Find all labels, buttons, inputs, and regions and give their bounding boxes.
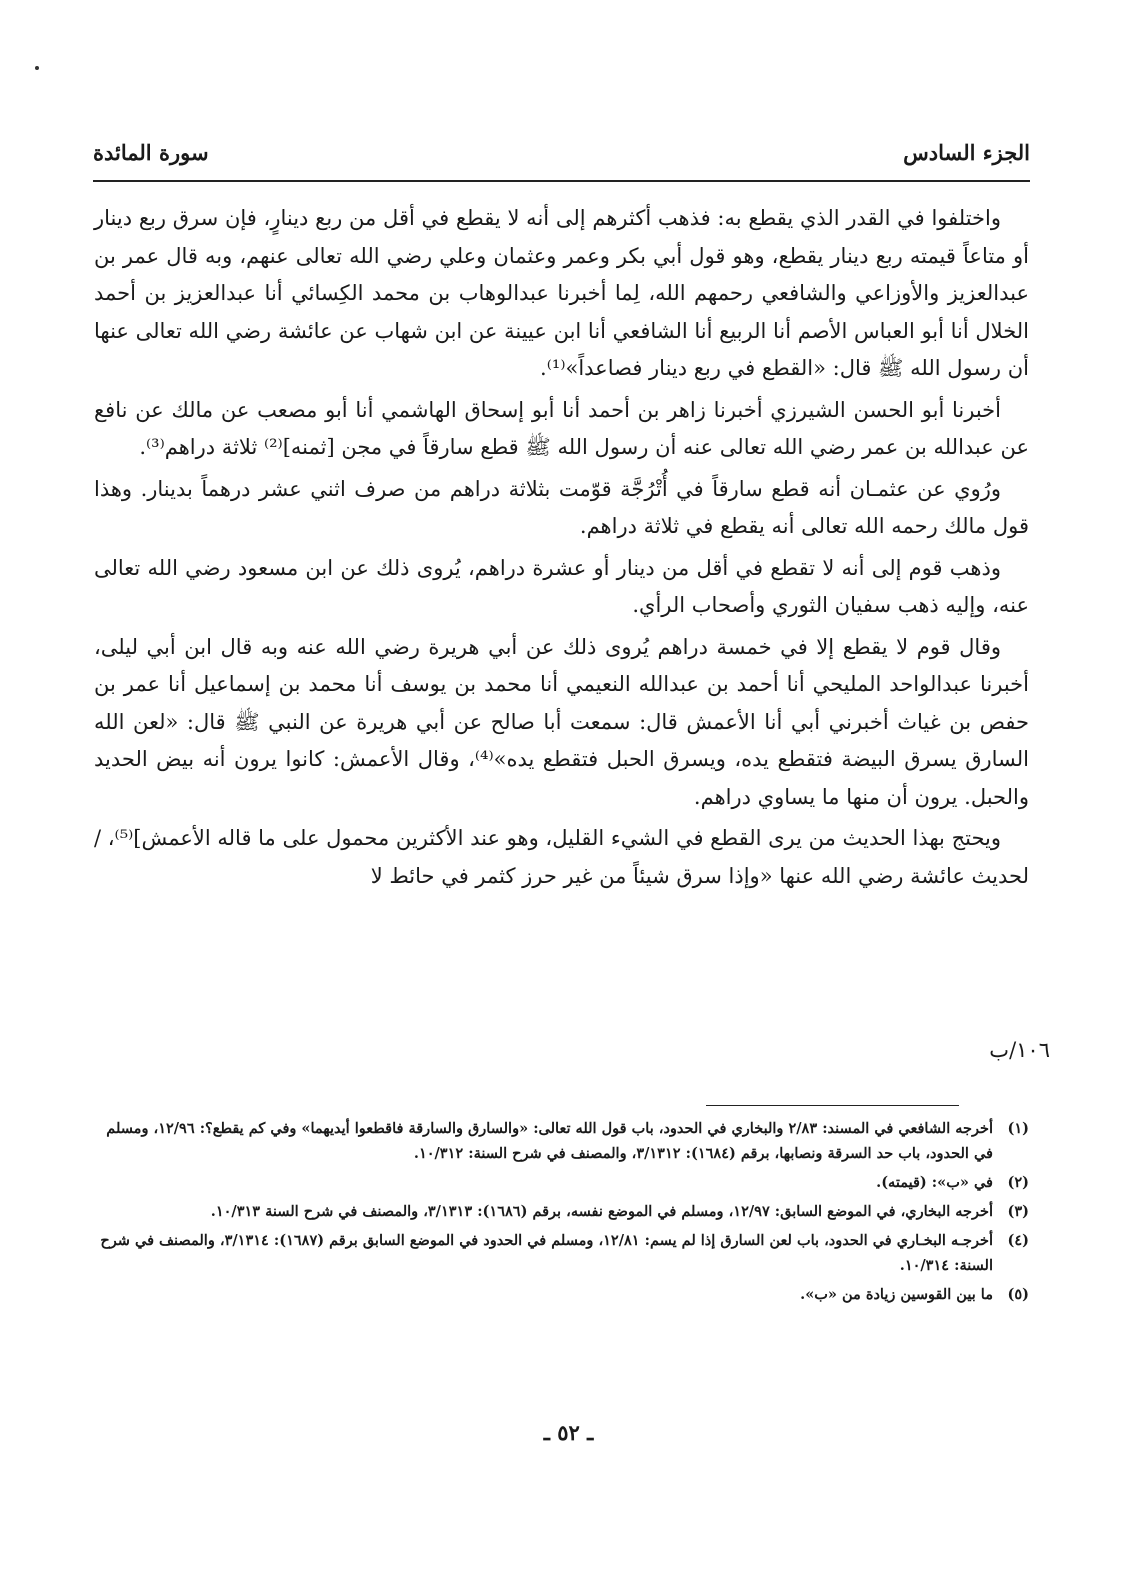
- scan-speck: [35, 66, 39, 70]
- part-title: الجزء السادس: [903, 140, 1030, 165]
- paragraph: ورُوي عن عثمـان أنه قطع سارقاً في أُتْرُجَّة قوّمت بثلاثة دراهم من صرف اثني عشر درهماً بدينار. وهذا قول مالك رحمه الله تعالى أنه يقطع في ثلاثة دراهم.: [94, 476, 1029, 538]
- page-number: ـ ٥٢ ـ: [543, 1420, 594, 1445]
- footnote-text: ما بين القوسين زيادة من «ب».: [800, 1286, 993, 1303]
- footnote-number: (١): [1007, 1120, 1029, 1137]
- surah-title: سورة المائدة: [93, 140, 209, 165]
- paragraph: وذهب قوم إلى أنه لا تقطع في أقل من دينار أو عشرة دراهم، يُروى ذلك عن ابن مسعود رضي الله تعالى عنه، وإليه ذهب سفيان الثوري وأصحاب الرأي.: [94, 555, 1029, 617]
- footnote: [94, 1199, 1029, 1224]
- footnotes: [94, 1116, 1029, 1311]
- paragraph: أخبرنا أبو الحسن الشيرزي أخبرنا زاهر بن أحمد أنا أبو إسحاق الهاشمي أنا أبو مصعب عن مالك عن نافع عن عبدالله بن عمر رضي الله تعالى عنه أن رسول الله ﷺ قطع سارقاً في مجن [ثمنه]⁽²⁾ ثلاثة دراهم⁽³⁾.: [94, 397, 1029, 459]
- footnote-number: (٤): [1007, 1232, 1029, 1249]
- paragraph: ويحتج بهذا الحديث من يرى القطع في الشيء القليل، وهو عند الأكثرين محمول على ما قاله الأعمش]⁽⁵⁾، / لحديث عائشة رضي الله عنها «وإذا سرق شيئاً من غير حرز كثمر في حائط لا: [94, 826, 1029, 888]
- footnote: [94, 1228, 1029, 1278]
- paragraph: وقال قوم لا يقطع إلا في خمسة دراهم يُروى ذلك عن أبي هريرة رضي الله عنه وبه قال ابن أبي ليلى، أخبرنا عبدالواحد المليحي أنا أحمد بن عبدالله النعيمي أنا محمد بن يوسف أنا محمد بن إسماعيل أنا عمر بن حفص بن غياث أخبرني أبي أنا الأعمش قال: سمعت أبا صالح عن أبي هريرة عن النبي ﷺ قال: «لعن الله السارق يسرق البيضة فتقطع يده، ويسرق الحبل فتقطع يده»⁽⁴⁾، وقال الأعمش: كانوا يرون أنه بيض الحديد والحبل. يرون أن منها ما يساوي دراهم.: [94, 634, 1029, 809]
- footnote-rule: [706, 1105, 959, 1106]
- main-text: [94, 200, 1029, 899]
- footnote: [94, 1170, 1029, 1195]
- footnote-text: في «ب»: (قيمته).: [876, 1174, 993, 1191]
- footnote-text: أخرجـه البخـاري في الحدود، باب لعن السارق إذا لم يسم: ١٢/٨١، ومسلم في الحدود في الموضع السابق برقم (١٦٨٧): ٣/١٣١٤، والمصنف في شرح السنة: ١٠/٣١٤.: [100, 1232, 993, 1274]
- footnote-number: (٢): [1007, 1174, 1029, 1191]
- header-rule: [93, 180, 1030, 182]
- footnote-number: (٥): [1007, 1286, 1029, 1303]
- running-header: [93, 140, 1030, 176]
- footnote-text: أخرجه البخاري، في الموضع السابق: ١٢/٩٧، ومسلم في الموضع نفسه، برقم (١٦٨٦): ٣/١٣١٣، والمصنف في شرح السنة ١٠/٣١٣.: [210, 1203, 993, 1220]
- footnote: [94, 1282, 1029, 1307]
- footnote-number: (٣): [1007, 1203, 1029, 1220]
- manuscript-folio-note: ١٠٦/ب: [989, 1038, 1050, 1062]
- paragraph: واختلفوا في القدر الذي يقطع به: فذهب أكثرهم إلى أنه لا يقطع في أقل من ربع دينارٍ، فإن سرق ربع دينار أو متاعاً قيمته ربع دينار يقطع، وهو قول أبي بكر وعمر وعثمان وعلي رضي الله تعالى عنهم، وبه قال عمر بن عبدالعزيز والأوزاعي والشافعي رحمهم الله، لِما أخبرنا عبدالوهاب بن محمد الكِسائي أنا عبدالعزيز بن أحمد الخلال أنا أبو العباس الأصم أنا الربيع أنا الشافعي أنا ابن عيينة عن ابن شهاب عن عائشة رضي الله تعالى عنها أن رسول الله ﷺ قال: «القطع في ربع دينار فصاعداً»⁽¹⁾.: [93, 206, 1029, 380]
- footnote-text: أخرجه الشافعي في المسند: ٢/٨٣ والبخاري في الحدود، باب قول الله تعالى: «والسارق والسارقة فاقطعوا أيديهما» وفي كم يقطع؟: ١٢/٩٦، ومسلم في الحدود، باب حد السرقة ونصابها، برقم (١٦٨٤): ٣/١٣١٢، والمصنف في شرح السنة: ١٠/٣١٢.: [106, 1120, 993, 1162]
- footnote: [94, 1116, 1029, 1166]
